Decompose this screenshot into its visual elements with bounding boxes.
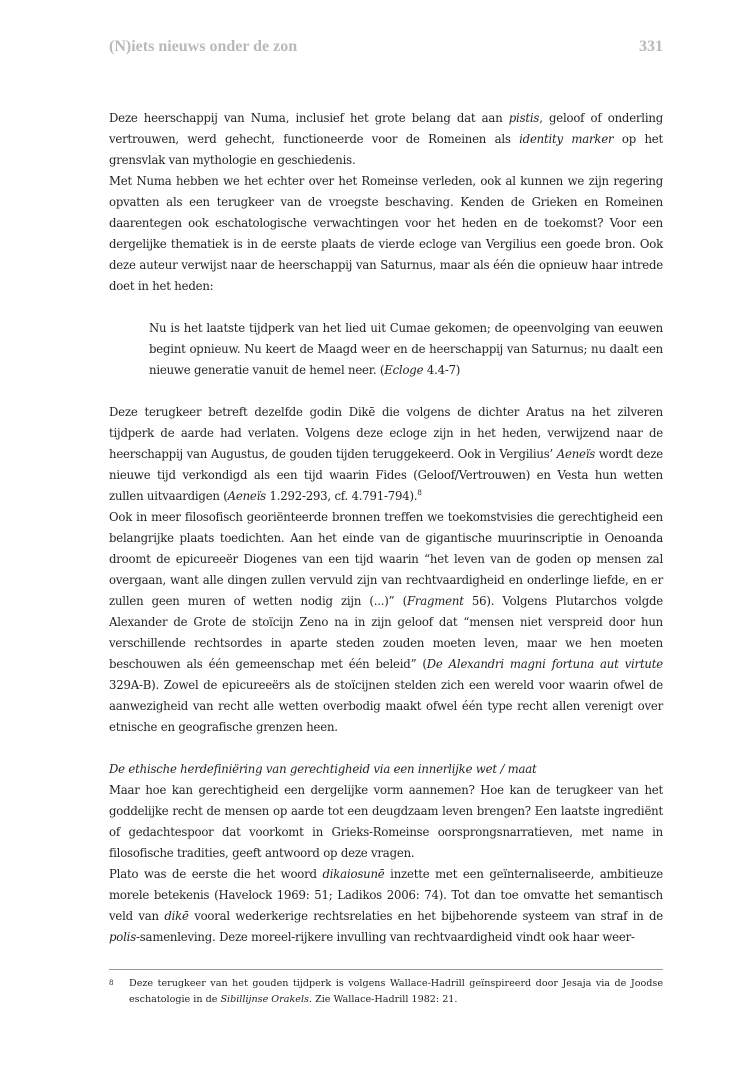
paragraph-numa: Deze heerschappij van Numa, inclusief het grote belang dat aan pistis, geloof of onderling vertrouwen, werd gehecht, functioneerde voor de Romeinen als identity marker op het grensvlak van mythologie en geschiedenis. (109, 111, 663, 167)
footnote-number: 8 (109, 979, 114, 987)
paragraph-eschatology: Met Numa hebben we het echter over het Romeinse verleden, ook al kunnen we zijn regering opvatten als een terugkeer van de vroegste beschaving. Kenden de Grieken en Romeinen daarentegen ook eschatologische verwachtingen voor het heden en de toekomst? Voor een dergelijke thematiek is in de eerste plaats de vierde ecloge van Vergilius een goede bron. Ook deze auteur verwijst naar de heerschappij van Saturnus, maar als één die opnieuw haar intrede doet in het heden: (109, 174, 663, 293)
paragraph-dike: Deze terugkeer betreft dezelfde godin Dikē die volgens de dichter Aratus na het zilveren tijdperk de aarde had verlaten. Volgens deze ecloge zijn in het heden, verwijzend naar de heerschappij van Augustus, de gouden tijden teruggekeerd. Ook in Vergilius’ Aeneïs wordt deze nieuwe tijd verkondigd als een tijd waarin Fides (Geloof/Vertrouwen) en Vesta hun wetten zullen uitvaardigen (Aeneïs 1.292-293, cf. 4.791-794).$^8$ (109, 405, 663, 503)
paragraph-philosophy: Ook in meer filosofisch georiënteerde bronnen treffen we toekomstvisies die gerechtigheid een belangrijke plaats toedichten. Aan het einde van de gigantische muurinscriptie in Oenoanda droomt de epicureeër Diogenes van een tijd waarin “het leven van de goden op mensen zal overgaan, want alle dingen zullen vervuld zijn van rechtvaardigheid en onderlinge liefde, en er zullen geen muren of wetten nodig zijn (...)” (Fragment 56). Volgens Plutarchos volgde Alexander de Grote de stoïcijn Zeno na in zijn geloof dat “mensen niet verspreid door hun verschillende rechtsordes in aparte steden zouden moeten leven, maar we hen moeten beschouwen als één gemeenschap met één beleid” (De Alexandri magni fortuna aut virtute 329A-B). Zowel de epicureeërs als de stoïcijnen stelden zich een wereld voor waarin ofwel de aanwezigheid van recht alle wetten overbodig maakt ofwel één type recht allen verenigt over etnische en geografische grenzen heen. (109, 510, 664, 734)
footnote-divider (109, 969, 663, 970)
footnote-text: Deze terugkeer van het gouden tijdperk is volgens Wallace-Hadrill geïnspireerd door Jesaja via de Joodse eschatologie in de Sibillijnse Orakels. Zie Wallace-Hadrill 1982: 21. (129, 978, 663, 1005)
running-header (109, 38, 663, 56)
page-number: 331 (639, 38, 663, 55)
footnote-reference[interactable]: 8 (417, 489, 422, 497)
paragraph-plato: Plato was de eerste die het woord dikaiosunē inzette met een geïnternaliseerde, ambitieuze morele betekenis (Havelock 1969: 51; Ladikos 2006: 74). Tot dan toe omvatte het semantisch veld van dikē vooral wederkerige rechtsrelaties en het bijbehorende systeem van straf in de polis-samenleving. Deze moreel-rijkere invulling van rechtvaardigheid vindt ook haar weer- (109, 867, 664, 944)
footnote (109, 976, 663, 1008)
block-quote-ecloge: Nu is het laatste tijdperk van het lied uit Cumae gekomen; de opeenvolging van eeuwen begint opnieuw. Nu keert de Maagd weer en de heerschappij van Saturnus; nu daalt een nieuwe generatie vanuit de hemel neer. (Ecloge 4.4-7) (149, 321, 663, 377)
paragraph-question: Maar hoe kan gerechtigheid een dergelijke vorm aannemen? Hoe kan de terugkeer van het goddelijke recht de mensen op aarde tot een deugdzaam leven brengen? Een laatste ingrediënt of gedachtespoor dat voorkomt in Grieks-Romeinse oorsprongsnarratieven, met name in filosofische tradities, geeft antwoord op deze vragen. (109, 783, 663, 860)
main-text (109, 108, 663, 948)
running-title: (N)iets nieuws onder de zon (109, 38, 298, 55)
section-heading: De ethische herdefiniëring van gerechtigheid via een innerlijke wet / maat (109, 762, 537, 776)
